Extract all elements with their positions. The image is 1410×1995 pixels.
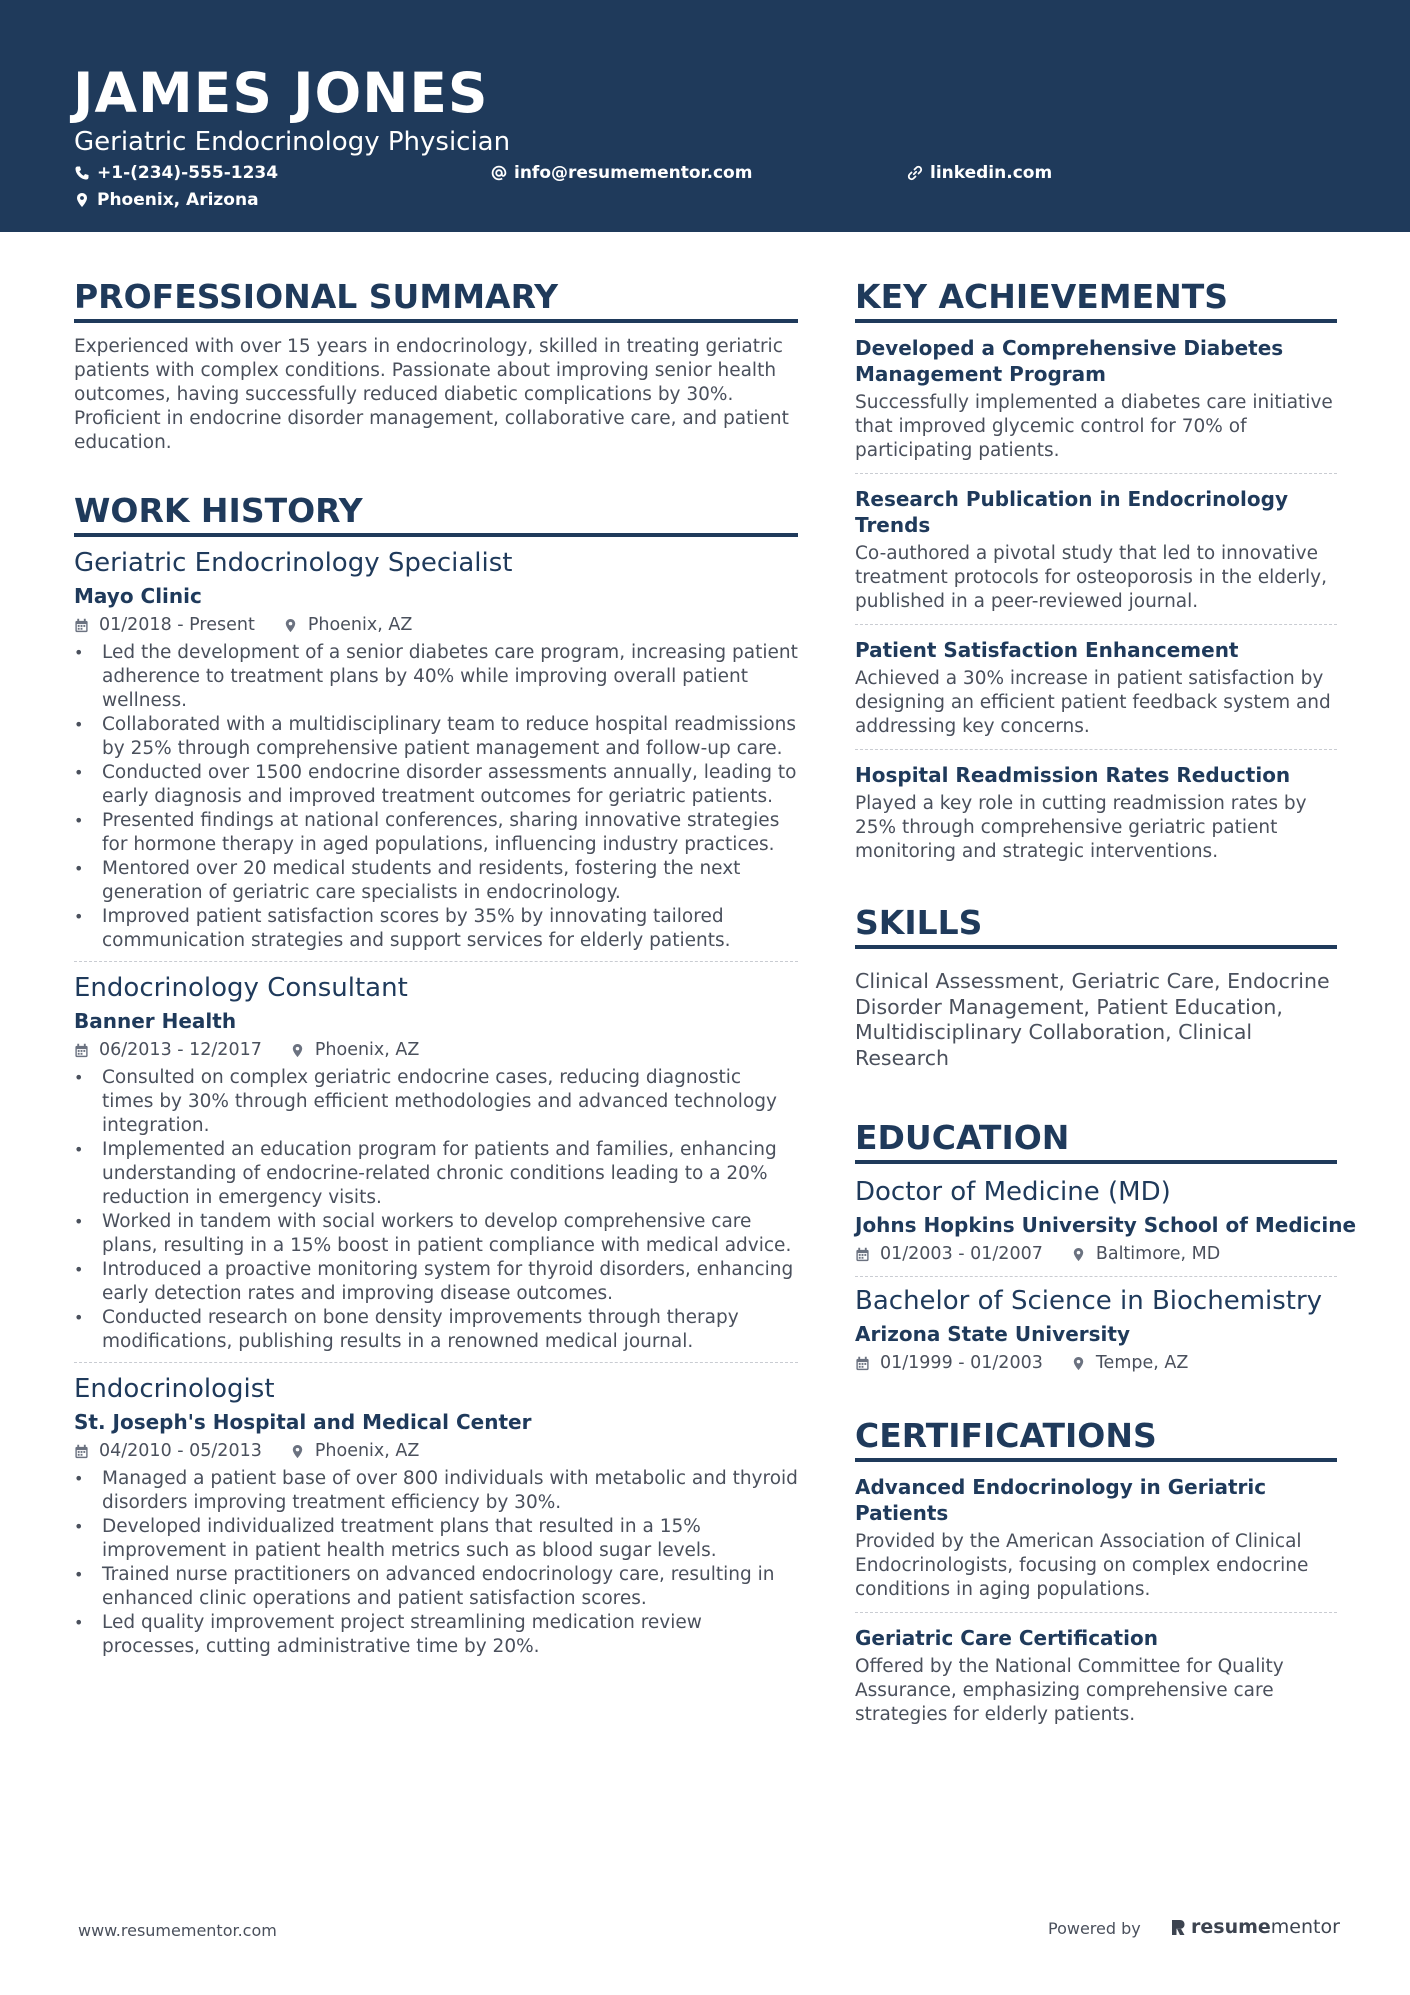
logo-text-light: mentor	[1270, 1916, 1340, 1938]
certification-desc: Provided by the American Association of Clinical Endocrinologists, focusing on complex endocrine conditions in aging populations.	[855, 1531, 1309, 1600]
job-bullet: • Conducted research on bone density improvements through therapy modifications, publishing results in a renowned medical journal.	[74, 1306, 798, 1354]
email-link[interactable]: info@resumementor.com	[514, 163, 753, 183]
education-item	[855, 1276, 1337, 1385]
contact-linkedin[interactable]	[907, 161, 1052, 185]
location-pin-icon	[1071, 1356, 1086, 1371]
job-location	[290, 1437, 420, 1465]
achievement-title: Patient Satisfaction Enhancement	[855, 638, 1239, 662]
achievement-item	[855, 473, 1337, 624]
achievement-desc: Achieved a 30% increase in patient satisfaction by designing an efficient patient feedback system and addressing key concerns.	[855, 668, 1331, 737]
job-bullet: • Mentored over 20 medical students and residents, fostering the next generation of geriatric care specialists in endocrinology.	[74, 857, 798, 905]
job-company: St. Joseph's Hospital and Medical Center	[74, 1410, 532, 1434]
at-icon	[491, 165, 507, 181]
job-bullet: • Developed individualized treatment plans that resulted in a 15% improvement in patient health metrics such as blood sugar levels.	[74, 1515, 798, 1563]
resumementor-logo[interactable]	[1170, 1914, 1340, 1940]
work-history-list	[74, 545, 798, 1667]
logo-text-bold: resume	[1191, 1916, 1271, 1938]
achievements-heading: KEY ACHIEVEMENTS	[855, 276, 1337, 323]
achievements-list	[855, 323, 1337, 874]
education-school: Johns Hopkins University School of Medicine	[855, 1213, 1357, 1237]
education-location	[1071, 1240, 1220, 1268]
achievement-desc: Successfully implemented a diabetes care initiative that improved glycemic control for 70% of participating patients.	[855, 392, 1333, 461]
education-list	[855, 1168, 1357, 1385]
job-bullet: • Collaborated with a multidisciplinary team to reduce hospital readmissions by 25% through comprehensive patient management and follow-up care.	[74, 713, 798, 761]
contact-email[interactable]	[491, 161, 752, 185]
calendar-icon	[74, 1043, 89, 1058]
achievement-title: Research Publication in Endocrinology Trends	[855, 487, 1288, 537]
achievement-desc: Played a key role in cutting readmission rates by 25% through comprehensive geriatric patient monitoring and strategic interventions.	[855, 793, 1307, 862]
job-location	[283, 611, 413, 639]
achievement-title: Hospital Readmission Rates Reduction	[855, 763, 1291, 787]
education-degree: Doctor of Medicine (MD)	[855, 1177, 1171, 1207]
job-bullet: • Led the development of a senior diabetes care program, increasing patient adherence to treatment plans by 40% while improving overall patient wellness.	[74, 641, 798, 713]
candidate-name: JAMES JONES	[73, 61, 489, 125]
linkedin-link[interactable]: linkedin.com	[930, 163, 1053, 183]
contact-phone	[74, 161, 278, 185]
job-meta	[74, 1036, 798, 1064]
footer-powered-by: Powered by	[1048, 1919, 1141, 1938]
job-bullet: • Managed a patient base of over 800 individuals with metabolic and thyroid disorders improving treatment efficiency by 30%.	[74, 1467, 798, 1515]
calendar-icon	[74, 618, 89, 633]
right-column	[855, 276, 1357, 1737]
job-location-text: Phoenix, AZ	[307, 615, 413, 635]
job-entry	[74, 545, 798, 961]
calendar-icon	[74, 1444, 89, 1459]
phone-text: +1-(234)-555-1234	[97, 163, 279, 183]
education-location-text: Baltimore, MD	[1095, 1244, 1221, 1264]
calendar-icon	[855, 1247, 870, 1262]
job-bullet: • Led quality improvement project streamlining medication review processes, cutting administrative time by 20%.	[74, 1611, 798, 1659]
summary-heading: PROFESSIONAL SUMMARY	[74, 276, 798, 323]
location-text: Phoenix, Arizona	[97, 190, 259, 210]
job-bullets	[74, 641, 798, 953]
summary-text: Experienced with over 15 years in endocrinology, skilled in treating geriatric patients with complex conditions. Passionate about improving senior health outcomes, having successfully reduced diabetic complications by 30%. Proficient in endocrine disorder management, collaborative care, and patient education.	[74, 336, 789, 453]
certification-title: Geriatric Care Certification	[855, 1626, 1158, 1650]
achievement-title: Developed a Comprehensive Diabetes Management Program	[855, 336, 1284, 386]
job-bullet: • Implemented an education program for patients and families, enhancing understanding of endocrine-related chronic conditions leading to a 20% reduction in emergency visits.	[74, 1138, 798, 1210]
job-company: Mayo Clinic	[74, 584, 202, 608]
job-company: Banner Health	[74, 1009, 237, 1033]
location-pin-icon	[1071, 1247, 1086, 1262]
resume-header	[0, 0, 1410, 232]
candidate-title: Geriatric Endocrinology Physician	[74, 127, 511, 157]
phone-icon	[74, 165, 90, 181]
calendar-icon	[855, 1356, 870, 1371]
skills-heading: SKILLS	[855, 902, 1337, 949]
certifications-list	[855, 1462, 1337, 1737]
certification-item	[855, 1462, 1337, 1612]
job-bullets	[74, 1066, 798, 1354]
education-dates: 01/1999 - 01/2003	[880, 1353, 1043, 1373]
education-meta	[855, 1240, 1337, 1268]
job-meta	[74, 1437, 798, 1465]
job-bullet: • Worked in tandem with social workers to develop comprehensive care plans, resulting in a 15% boost in patient compliance with medical advice.	[74, 1210, 798, 1258]
education-dates: 01/2003 - 01/2007	[880, 1244, 1043, 1264]
certification-desc: Offered by the National Committee for Quality Assurance, emphasizing comprehensive care strategies for elderly patients.	[855, 1656, 1284, 1725]
job-entry	[74, 961, 798, 1362]
certifications-heading: CERTIFICATIONS	[855, 1415, 1337, 1462]
location-pin-icon	[283, 618, 298, 633]
education-location	[1071, 1349, 1189, 1377]
education-item	[855, 1168, 1357, 1276]
link-icon	[907, 165, 923, 181]
location-pin-icon	[74, 192, 90, 208]
education-degree: Bachelor of Science in Biochemistry	[855, 1286, 1323, 1316]
achievement-item	[855, 749, 1337, 874]
job-dates: 01/2018 - Present	[99, 615, 255, 635]
location-pin-icon	[290, 1444, 305, 1459]
job-entry	[74, 1362, 798, 1667]
job-dates: 06/2013 - 12/2017	[99, 1040, 262, 1060]
job-location	[290, 1036, 420, 1064]
job-location-text: Phoenix, AZ	[314, 1441, 420, 1461]
achievement-item	[855, 624, 1337, 749]
job-bullet: • Presented findings at national conferences, sharing innovative strategies for hormone therapy in aged populations, influencing industry practices.	[74, 809, 798, 857]
location-pin-icon	[290, 1043, 305, 1058]
job-location-text: Phoenix, AZ	[314, 1040, 420, 1060]
education-meta	[855, 1349, 1337, 1377]
work-history-heading: WORK HISTORY	[74, 490, 798, 537]
education-location-text: Tempe, AZ	[1095, 1353, 1189, 1373]
achievement-item	[855, 323, 1337, 473]
job-title: Geriatric Endocrinology Specialist	[74, 548, 513, 578]
skills-text: Clinical Assessment, Geriatric Care, Endocrine Disorder Management, Patient Education, Multidisciplinary Collaboration, Clinical Research	[855, 969, 1330, 1070]
achievement-desc: Co-authored a pivotal study that led to innovative treatment protocols for osteoporosis in the elderly, published in a peer-reviewed journal.	[855, 543, 1327, 612]
resumementor-logo-icon	[1170, 1918, 1186, 1936]
certification-item	[855, 1612, 1337, 1737]
education-school: Arizona State University	[855, 1322, 1130, 1346]
job-bullet: • Improved patient satisfaction scores by 35% by innovating tailored communication strategies and support services for elderly patients.	[74, 905, 798, 953]
education-heading: EDUCATION	[855, 1117, 1337, 1164]
job-bullet: • Conducted over 1500 endocrine disorder assessments annually, leading to early diagnosis and improved treatment outcomes for geriatric patients.	[74, 761, 798, 809]
job-title: Endocrinology Consultant	[74, 973, 408, 1003]
certification-title: Advanced Endocrinology in Geriatric Patients	[855, 1475, 1267, 1525]
job-bullet: • Introduced a proactive monitoring system for thyroid disorders, enhancing early detection rates and improving disease outcomes.	[74, 1258, 798, 1306]
job-bullets	[74, 1467, 798, 1659]
job-dates: 04/2010 - 05/2013	[99, 1441, 262, 1461]
job-meta	[74, 611, 798, 639]
job-title: Endocrinologist	[74, 1374, 275, 1404]
job-bullet: • Consulted on complex geriatric endocrine cases, reducing diagnostic times by 30% through efficient methodologies and advanced technology integration.	[74, 1066, 798, 1138]
job-bullet: • Trained nurse practitioners on advanced endocrinology care, resulting in enhanced clinic operations and patient satisfaction scores.	[74, 1563, 798, 1611]
left-column	[74, 276, 798, 1667]
contact-location	[74, 188, 259, 212]
footer-website-link[interactable]: www.resumementor.com	[78, 1921, 277, 1940]
